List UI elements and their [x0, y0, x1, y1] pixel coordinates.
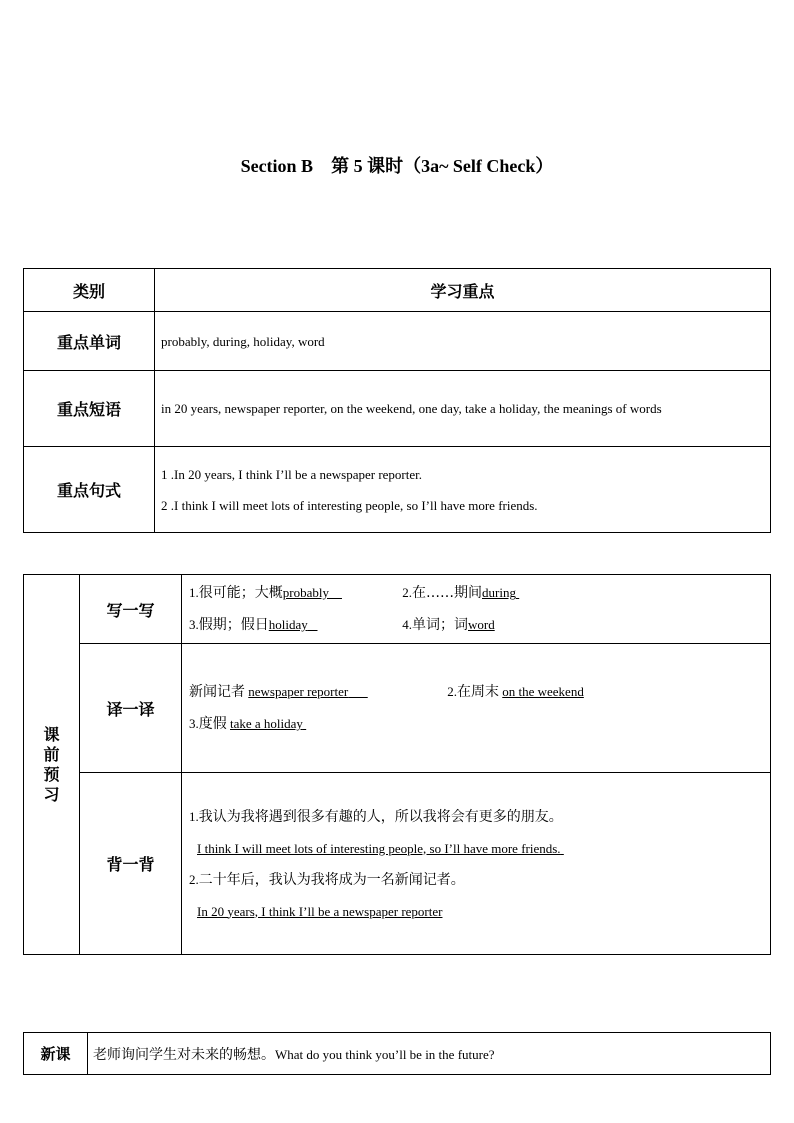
recite-line: 1.我认为我将遇到很多有趣的人，所以我将会有更多的朋友。 — [189, 808, 563, 825]
table-row — [24, 447, 771, 533]
recite-label: 背一背 — [80, 773, 182, 955]
answer-blank: In 20 years, I think I’ll be a newspaper reporter — [197, 903, 443, 919]
row-content-words: probably, during, holiday, word — [155, 312, 771, 371]
header-category: 类别 — [24, 269, 155, 312]
new-lesson-label: 新课 — [24, 1033, 88, 1075]
new-lesson-table — [23, 1032, 771, 1075]
answer-blank: holiday — [268, 617, 308, 632]
preview-table — [23, 574, 771, 955]
sentence-line: 1 .In 20 years, I think I’ll be a newspaper reporter. — [161, 466, 422, 482]
write-line: 3.假期；假日holiday 4.单词；词word — [189, 617, 495, 633]
sentence-line: 2 .I think I will meet lots of interesting people, so I’ll have more friends. — [161, 497, 538, 513]
preview-side-label: 课 前 预 习 — [24, 575, 80, 955]
recite-content — [182, 773, 771, 955]
answer-blank: on the weekend — [502, 684, 584, 699]
row-category-sentences: 重点句式 — [24, 447, 155, 533]
recite-answer — [189, 896, 763, 927]
table-header-row — [24, 269, 771, 312]
translate-label: 译一译 — [80, 644, 182, 773]
write-line: 1.很可能；大概probably 2.在……期间during — [189, 585, 516, 601]
answer-blank: newspaper reporter — [248, 684, 349, 699]
focus-table — [23, 268, 771, 533]
row-category-words: 重点单词 — [24, 312, 155, 371]
new-lesson-row — [24, 1033, 771, 1075]
write-row — [24, 575, 771, 644]
answer-blank: take a holiday — [230, 716, 303, 731]
answer-blank: during — [482, 585, 516, 600]
table-row — [24, 312, 771, 371]
row-content-sentences — [155, 447, 771, 533]
row-category-phrases: 重点短语 — [24, 371, 155, 447]
recite-row — [24, 773, 771, 955]
page-title: Section B 第 5 课时（3a~ Self Check） — [240, 156, 554, 176]
header-focus: 学习重点 — [155, 269, 771, 312]
new-lesson-content: 老师询问学生对未来的畅想。What do you think you’ll be in the future? — [88, 1033, 771, 1075]
recite-line: 2.二十年后，我认为我将成为一名新闻记者。 — [189, 871, 465, 888]
translate-row — [24, 644, 771, 773]
answer-blank: word — [468, 617, 495, 632]
answer-blank: I think I will meet lots of interesting people, so I’ll have more friends. — [197, 840, 561, 856]
translate-line: 新闻记者 newspaper reporter 2.在周末 on the weekend — [189, 684, 584, 700]
write-content — [182, 575, 771, 644]
answer-blank: probably — [282, 585, 329, 600]
translate-content — [182, 644, 771, 773]
translate-line: 3.度假 take a holiday — [189, 716, 303, 732]
recite-answer — [189, 833, 763, 864]
table-row — [24, 371, 771, 447]
row-content-phrases: in 20 years, newspaper reporter, on the weekend, one day, take a holiday, the meanings of words — [155, 371, 771, 447]
write-label: 写一写 — [80, 575, 182, 644]
